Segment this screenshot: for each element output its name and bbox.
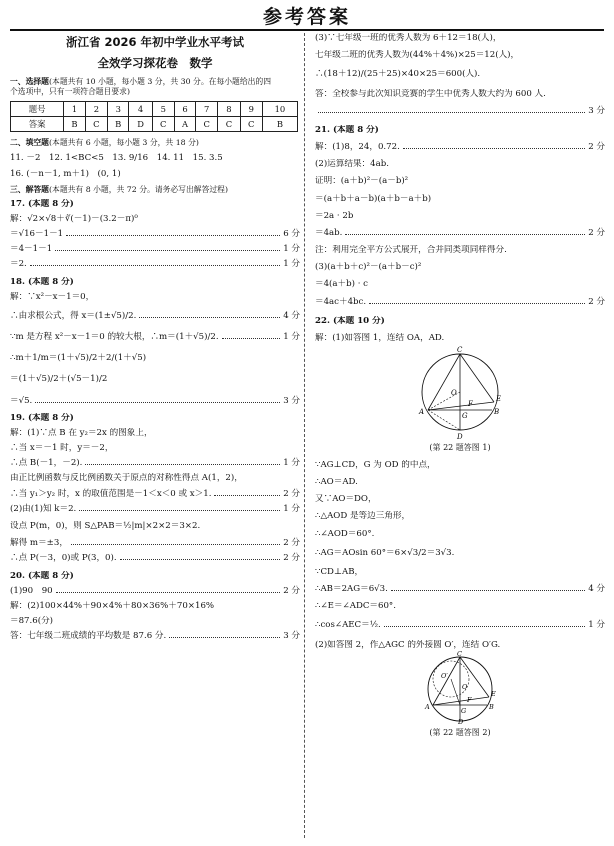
- q20-line: 七年级二班的优秀人数为(44%＋4%)×25＝12(人)，: [315, 50, 520, 61]
- q21-line: ＝2a · 2b: [315, 210, 354, 221]
- q19-score-line: [10, 504, 300, 515]
- segment-ce: [460, 354, 494, 402]
- section2-title: 二、填空题: [10, 138, 49, 148]
- q20-line: ＝87.6(分): [10, 616, 54, 627]
- answer-table-row-numbers: [11, 102, 298, 117]
- table-cell: C: [240, 117, 262, 132]
- q20-line: ∴(18＋12)/(25＋25)×40×25＝600(人).: [315, 69, 481, 80]
- figure-2-caption: (第 22 题答图 2): [429, 728, 491, 738]
- table-cell: D: [129, 117, 152, 132]
- q20-line: (3)∵七年级一班的优秀人数为 6＋12＝18(人)，: [315, 33, 502, 43]
- table-cell-label: 答案: [11, 117, 64, 132]
- q18-line: 解：∵x²－x－1＝0，: [10, 291, 95, 302]
- q20-line: 答：七年级二班成绩的平均数是 87.6 分.: [10, 631, 167, 642]
- right-column: [315, 33, 605, 739]
- score: 2 分: [283, 488, 300, 499]
- q18-line: ＝√5.: [10, 395, 33, 406]
- table-cell: B: [262, 117, 297, 132]
- point-label: C: [457, 346, 463, 355]
- table-cell: 10: [262, 102, 297, 117]
- table-cell: 3: [108, 102, 129, 117]
- table-cell: 4: [129, 102, 152, 117]
- point-label: G: [462, 412, 468, 421]
- q19-score-line: [10, 538, 300, 549]
- q19-line: ∴点 B(－1，－2).: [10, 458, 83, 469]
- q21-line: 证明：(a＋b)²－(a－b)²: [315, 176, 409, 187]
- section1-title: 一、选择题: [10, 76, 49, 86]
- figure-2: [315, 651, 605, 739]
- q22-line: ∴AG＝AOsin 60°＝6×√3/2＝3√3.: [315, 547, 455, 558]
- q22-head: 22. (本题 10 分): [315, 315, 385, 326]
- point-label: C: [457, 650, 462, 658]
- circle-diagram-2: [415, 651, 505, 725]
- q21-head: 21. (本题 8 分): [315, 124, 379, 135]
- q22-line: ∴△AOD 是等边三角形，: [315, 511, 411, 522]
- score: 1 分: [283, 332, 300, 343]
- point-label: A: [419, 408, 425, 417]
- q18-line: ∴m＋1/m＝(1＋√5)/2＋2/(1＋√5): [10, 353, 147, 364]
- score: 2 分: [283, 585, 300, 596]
- q19-line: (2)由(1)知 k＝2.: [10, 503, 77, 514]
- score: 6 分: [283, 229, 300, 240]
- q17-score-line: [10, 259, 300, 270]
- q17-line: ＝2.: [10, 259, 27, 270]
- point-label: D: [458, 717, 464, 725]
- point-label: F: [468, 400, 473, 409]
- score: 2 分: [283, 553, 300, 564]
- q20-head: 20. (本题 8 分): [10, 570, 74, 581]
- q22-line: 又∵AO＝DO，: [315, 494, 377, 505]
- q18-score-line: [10, 396, 300, 407]
- title-rule: [10, 29, 604, 31]
- point-label: B: [494, 408, 500, 417]
- q22-line: ∵CD⊥AB，: [315, 566, 364, 577]
- section3-note: (本题共有 8 小题，共 72 分。请务必写出解答过程): [48, 184, 229, 194]
- q21-line: (2)运算结果：4ab.: [315, 159, 389, 170]
- q19-score-line: [10, 553, 300, 564]
- q22-line: ∴∠E＝∠ADC＝60°.: [315, 601, 396, 612]
- point-label: O′: [441, 671, 448, 680]
- q22-score-line: [315, 584, 605, 595]
- q20-line: 解：(2)100×44%＋90×4%＋80×36%＋70×16%: [10, 600, 215, 611]
- answer-table-row-answers: [11, 117, 298, 132]
- point-label: O: [462, 682, 468, 691]
- score: 2 分: [588, 142, 605, 153]
- q19-line: ∴当 y₁＞y₂ 时，x 的取值范围是－1＜x＜0 或 x＞1.: [10, 488, 212, 499]
- point-label: A: [425, 702, 430, 711]
- q17-score-line: [10, 244, 300, 255]
- q22-line: (2)如答图 2，作△AGC 的外接圆 O′，连结 O′G.: [315, 639, 501, 650]
- q21-line: 解：(1)8，24，0.72.: [315, 142, 400, 153]
- q20-score-line: [315, 106, 605, 117]
- q20-line: (1)90 90: [10, 585, 53, 596]
- table-cell: 8: [218, 102, 240, 117]
- fill-in-16: 16. (－n－1, m＋1) (0, 1): [10, 169, 121, 180]
- q22-line: 解：(1)如答图 1，连结 OA，AD.: [315, 332, 445, 343]
- score: 1 分: [283, 244, 300, 255]
- score: 3 分: [283, 395, 300, 406]
- q19-line: 解：(1)∵点 B 在 y₂＝2x 的图象上，: [10, 427, 153, 438]
- q22-line: ∴AB＝2AG＝6√3.: [315, 584, 388, 595]
- segment-ae: [428, 402, 494, 410]
- point-label: O: [451, 389, 457, 398]
- circle-diagram-1: [410, 344, 510, 440]
- point-label: B: [489, 702, 494, 711]
- segment-ca: [433, 657, 460, 705]
- table-cell: 2: [85, 102, 107, 117]
- fill-in-11-15: 11. －2 12. 1<BC<5 13. 9/16 14. 11 15. 3.5: [10, 153, 223, 164]
- q21-line: (3)(a＋b＋c)²－(a＋b－c)²: [315, 262, 422, 273]
- q22-score-line: [315, 620, 605, 631]
- table-cell: C: [196, 117, 218, 132]
- table-cell: B: [108, 117, 129, 132]
- figure-1-caption: (第 22 题答图 1): [429, 443, 491, 453]
- section3-title: 三、解答题: [10, 184, 49, 194]
- score: 2 分: [283, 538, 300, 549]
- table-cell: C: [85, 117, 107, 132]
- q21-line: ＝4ac＋4bc.: [315, 296, 367, 307]
- point-label: E: [491, 689, 496, 698]
- figure-1: [315, 344, 605, 454]
- q18-head: 18. (本题 8 分): [10, 276, 74, 287]
- q17-line: ＝√16－1－1: [10, 229, 64, 240]
- score: 3 分: [283, 631, 300, 642]
- q22-line: ∴cos∠AEC＝½.: [315, 620, 381, 631]
- q21-line: ＝(a＋b＋a－b)(a＋b－a＋b): [315, 193, 432, 204]
- q17-head: 17. (本题 8 分): [10, 198, 74, 209]
- segment-ca: [428, 354, 460, 410]
- score: 1 分: [588, 620, 605, 631]
- q21-line: ＝4ab.: [315, 227, 343, 238]
- exam-title-2: 全效学习探花卷 数学: [97, 55, 213, 70]
- section1-note-b: 个选项中，只有一项符合题目要求): [10, 87, 130, 96]
- q19-score-line: [10, 489, 300, 500]
- q18-score-line: [10, 332, 300, 343]
- segment-ae: [433, 697, 489, 705]
- q22-line: ∴AO＝AD.: [315, 477, 358, 488]
- score: 4 分: [283, 310, 300, 321]
- table-cell: 9: [240, 102, 262, 117]
- table-cell: A: [174, 117, 195, 132]
- exam-title-1: 浙江省 2026 年初中学业水平考试: [65, 35, 244, 49]
- q22-line: ∵AG⊥CD，G 为 OD 的中点，: [315, 459, 436, 470]
- q20-line: 答：全校参与此次知识竞赛的学生中优秀人数大约为 600 人.: [315, 88, 546, 99]
- score: 1 分: [283, 259, 300, 270]
- point-label: D: [457, 433, 463, 441]
- q19-line: 解得 m＝±3，: [10, 538, 68, 549]
- score: 1 分: [283, 503, 300, 514]
- score: 1 分: [283, 458, 300, 469]
- q19-line: 由正比例函数与反比例函数关于原点的对称性得点 A(1，2)，: [10, 473, 243, 484]
- q17-line: ＝4－1－1: [10, 244, 53, 255]
- table-cell: 7: [196, 102, 218, 117]
- section1-note-a: (本题共有 10 小题，每小题 3 分，共 30 分。在每小题给出的四: [48, 76, 272, 86]
- q21-score-line: [315, 228, 605, 239]
- answer-table: [10, 101, 298, 132]
- score: 2 分: [588, 296, 605, 307]
- table-cell: C: [152, 117, 174, 132]
- q19-line: ∴当 x＝－1 时，y＝－2，: [10, 443, 114, 454]
- q21-score-line: [315, 297, 605, 308]
- q18-line: ∴由求根公式，得 x＝(1±√5)/2.: [10, 310, 137, 321]
- q21-score-line: [315, 142, 605, 153]
- left-column: [10, 33, 300, 642]
- table-cell: B: [64, 117, 85, 132]
- q18-line: ＝(1＋√5)/2＋(√5－1)/2: [10, 374, 108, 385]
- score: 2 分: [588, 227, 605, 238]
- q19-line: ∴点 P(－3，0)或 P(3，0).: [10, 553, 117, 564]
- segment-ad: [428, 410, 460, 430]
- table-cell-label: 题号: [11, 102, 64, 117]
- table-cell: 6: [174, 102, 195, 117]
- table-cell: 5: [152, 102, 174, 117]
- q22-line: ∴∠AOD＝60°.: [315, 528, 375, 539]
- page-title: 参考答案: [262, 6, 351, 28]
- q19-head: 19. (本题 8 分): [10, 412, 74, 423]
- score: 4 分: [588, 584, 605, 595]
- q21-note: 注：利用完全平方公式展开，合并同类项同样得分.: [315, 245, 507, 256]
- segment-ce: [460, 657, 489, 697]
- q17-score-line: [10, 229, 300, 240]
- table-cell: 1: [64, 102, 85, 117]
- q17-line: 解：√2×√8＋∛(－1)－(3.2－π)⁰: [10, 213, 138, 224]
- q19-line: 设点 P(m，0)，则 S△PAB＝½|m|×2×2＝3×2.: [10, 520, 201, 531]
- column-divider: [304, 33, 305, 838]
- q19-score-line: [10, 458, 300, 469]
- segment-o-prime-g: [451, 679, 460, 705]
- q20-score-line: [10, 631, 300, 642]
- q18-line: ∵m 是方程 x²－x－1＝0 的较大根，∴m＝(1＋√5)/2.: [10, 332, 219, 343]
- point-label: F: [467, 695, 472, 704]
- point-label: E: [496, 395, 502, 404]
- section2-note: (本题共有 6 小题，每小题 3 分，共 18 分): [48, 138, 199, 148]
- table-cell: C: [218, 117, 240, 132]
- score: 3 分: [588, 105, 605, 116]
- q21-line: ＝4(a＋b) · c: [315, 279, 368, 290]
- point-label: G: [461, 706, 467, 715]
- q18-score-line: [10, 311, 300, 322]
- q20-score-line: [10, 586, 300, 597]
